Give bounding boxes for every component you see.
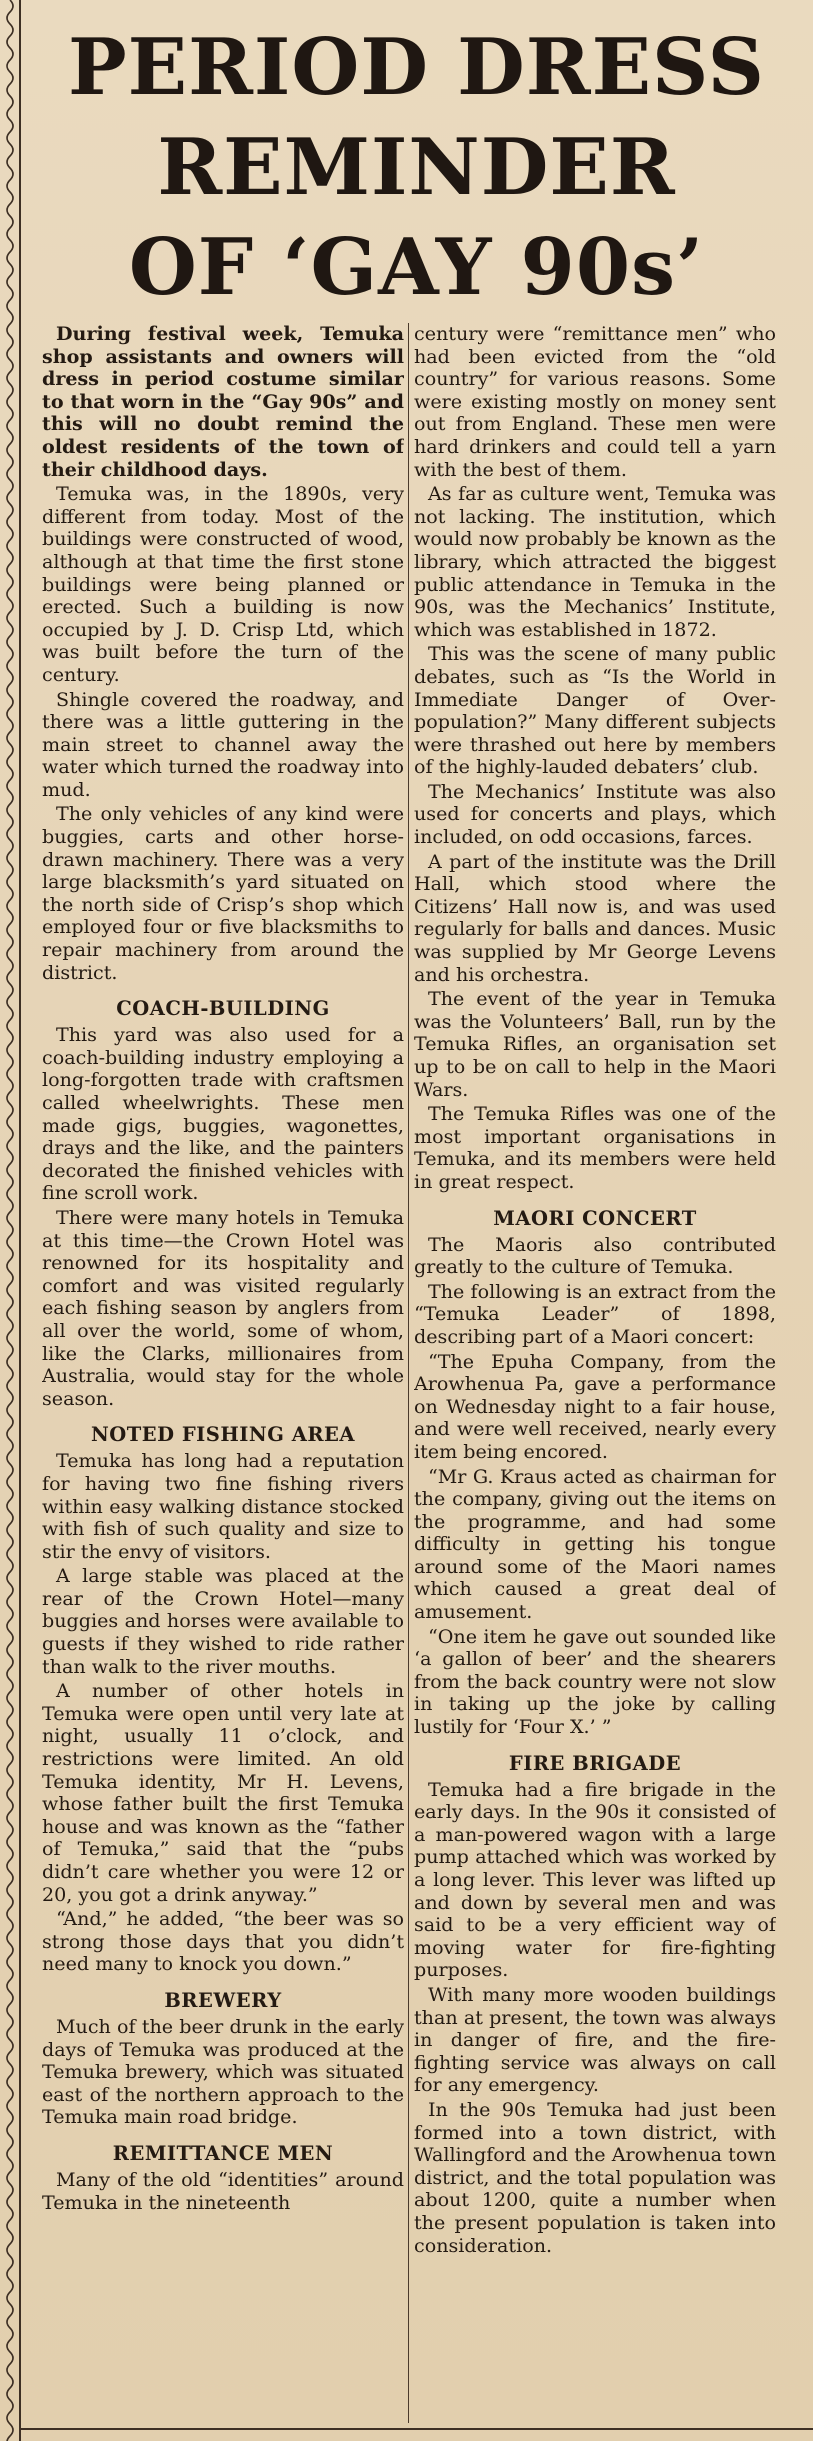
subheading-coach-building: COACH-BUILDING <box>116 997 330 1021</box>
subheading-noted-fishing-area: NOTED FISHING AREA <box>90 1423 356 1447</box>
article-body <box>42 323 802 2423</box>
paragraph: Much of the beer drunk in the early days of Temuka was produced at the Temuka brewery, which was situated east of the northern approach to the Temuka main road bridge. <box>42 2014 404 2129</box>
headline-line-2: REMINDER <box>157 122 676 213</box>
paragraph: In the 90s Temuka had just been formed into a town district, with Wallingford and the Arowhenua town district, and the total population was about 1200, quite a number when the present population is taken into consideration. <box>414 2097 776 2257</box>
paragraph: As far as culture went, Temuka was not lacking. The institution, which would now probably be known as the library, which attracted the biggest public attendance in Temuka in the 90s, was the Mechanics’ Institute, which was established in 1872. <box>414 482 776 641</box>
paragraph: “And,” he added, “the beer was so strong those days that you didn’t need many to knock you down.” <box>42 1907 404 1976</box>
paragraph: Temuka had a fire brigade in the early days. In the 90s it consisted of a man-powered wagon with a large pump attached which was worked by a long lever. This lever was lifted up and down by several men and was said to be a very efficient way of moving water for fire-fighting purposes. <box>414 1777 776 1982</box>
paragraph: A large stable was placed at the rear of the Crown Hotel—many buggies and horses were available to guests if they wished to ride rather than walk to the river mouths. <box>42 1564 404 1678</box>
intro-paragraph: During festival week, Temuka shop assistants and owners will dress in period costume similar to that worn in the “Gay 90s” and this will no doubt remind the oldest residents of the town of their childhood days. <box>42 323 404 481</box>
paragraph: “The Epuha Company, from the Arowhenua Pa, gave a performance on Wednesday night to a fair house, and were well received, nearly every item being encored. <box>414 1349 776 1463</box>
left-border-rule <box>19 0 21 2441</box>
subheading-brewery: BREWERY <box>164 1988 282 2012</box>
paragraph: The Mechanics’ Institute was also used for concerts and plays, which included, on odd occasions, farces. <box>414 779 776 849</box>
paragraph: Temuka has long had a reputation for having two fine fishing rivers within easy walking distance stocked with fish of such quality and size to stir the envy of visitors. <box>42 1449 404 1563</box>
headline-line-1: PERIOD DRESS <box>67 22 765 113</box>
paragraph: Shingle covered the roadway, and there was a little guttering in the main street to channel away the water which turned the roadway into mud. <box>42 687 404 801</box>
paragraph: A number of other hotels in Temuka were open until very late at night, usually 11 o’clock, and restrictions were limited. An old Temuka identity, Mr H. Levens, whose father built the first Temuka house and was known as the “father of Temuka,” said that the “pubs didn’t care whether you were 12 or 20, you got a drink anyway.” <box>42 1679 404 1906</box>
paragraph: century were “remittance men” who had been evicted from the “old country” for various reasons. Some were existing mostly on money sent out from England. These men were hard drinkers and could tell a yarn with the best of them. <box>414 323 776 481</box>
paragraph: A part of the institute was the Drill Hall, which stood where the Citizens’ Hall now is, and was used regularly for balls and dances. Music was supplied by Mr George Levens and his orchestra. <box>414 849 776 986</box>
paragraph: This yard was also used for a coach-building industry employing a long-forgotten trade with craftsmen called wheelwrights. These men made gigs, buggies, wagonettes, drays and the like, and the painters decorated the finished vehicles with fine scroll work. <box>42 1023 404 1205</box>
paragraph: With many more wooden buildings than at present, the town was always in danger of fire, and the fire-fighting service was always on call for any emergency. <box>414 1982 776 2097</box>
paragraph: This was the scene of many public debates, such as “Is the World in Immediate Danger of Over-population?” Many different subjects were thrashed out here by members of the highly-lauded debaters’ club. <box>414 642 776 779</box>
bottom-border-rule <box>20 2428 813 2430</box>
paragraph: The Maoris also contributed greatly to the culture of Temuka. <box>414 1232 776 1279</box>
paragraph: The Temuka Rifles was one of the most important organisations in Temuka, and its members were held in great respect. <box>414 1102 776 1193</box>
paragraph: The following is an extract from the “Temuka Leader” of 1898, describing part of a Maori concert: <box>414 1279 776 1348</box>
right-column <box>414 323 776 2423</box>
subheading-remittance-men: REMITTANCE MEN <box>112 2141 334 2165</box>
paragraph: “Mr G. Kraus acted as chairman for the company, giving out the items on the programme, and had some difficulty in getting his tongue around some of the Maori names which caused a great deal of amusement. <box>414 1464 776 1624</box>
paragraph: “One item he gave out sounded like ‘a gallon of beer’ and the shearers from the back country were not slow in taking up the joke by calling lustily for ‘Four X.’ ” <box>414 1624 776 1739</box>
paragraph: The only vehicles of any kind were buggies, carts and other horse-drawn machinery. There was a very large blacksmith’s yard situated on the north side of Crisp’s shop which employed four or five blacksmiths to repair machinery from around the district. <box>42 802 404 984</box>
subheading-maori-concert: MAORI CONCERT <box>493 1206 697 1230</box>
paragraph: There were many hotels in Temuka at this time—the Crown Hotel was renowned for its hospitality and comfort and was visited regularly each fishing season by anglers from all over the world, some of whom, like the Clarks, millionaires from Australia, would stay for the whole season. <box>42 1205 404 1410</box>
paragraph: Many of the old “identities” around Temuka in the nineteenth <box>42 2167 404 2214</box>
headline <box>24 18 809 318</box>
wavy-border-ornament <box>2 0 18 2441</box>
headline-line-3: OF ‘GAY 90s’ <box>128 222 705 313</box>
paragraph: The event of the year in Temuka was the Volunteers’ Ball, run by the Temuka Rifles, an organisation set up to be on call to help in the Maori Wars. <box>414 987 776 1101</box>
left-column <box>42 323 404 2423</box>
subheading-fire-brigade: FIRE BRIGADE <box>508 1751 682 1775</box>
paragraph: Temuka was, in the 1890s, very different from today. Most of the buildings were constructed of wood, although at that time the first stone buildings were being planned or erected. Such a building is now occupied by J. D. Crisp Ltd, which was built before the turn of the century. <box>42 482 404 686</box>
